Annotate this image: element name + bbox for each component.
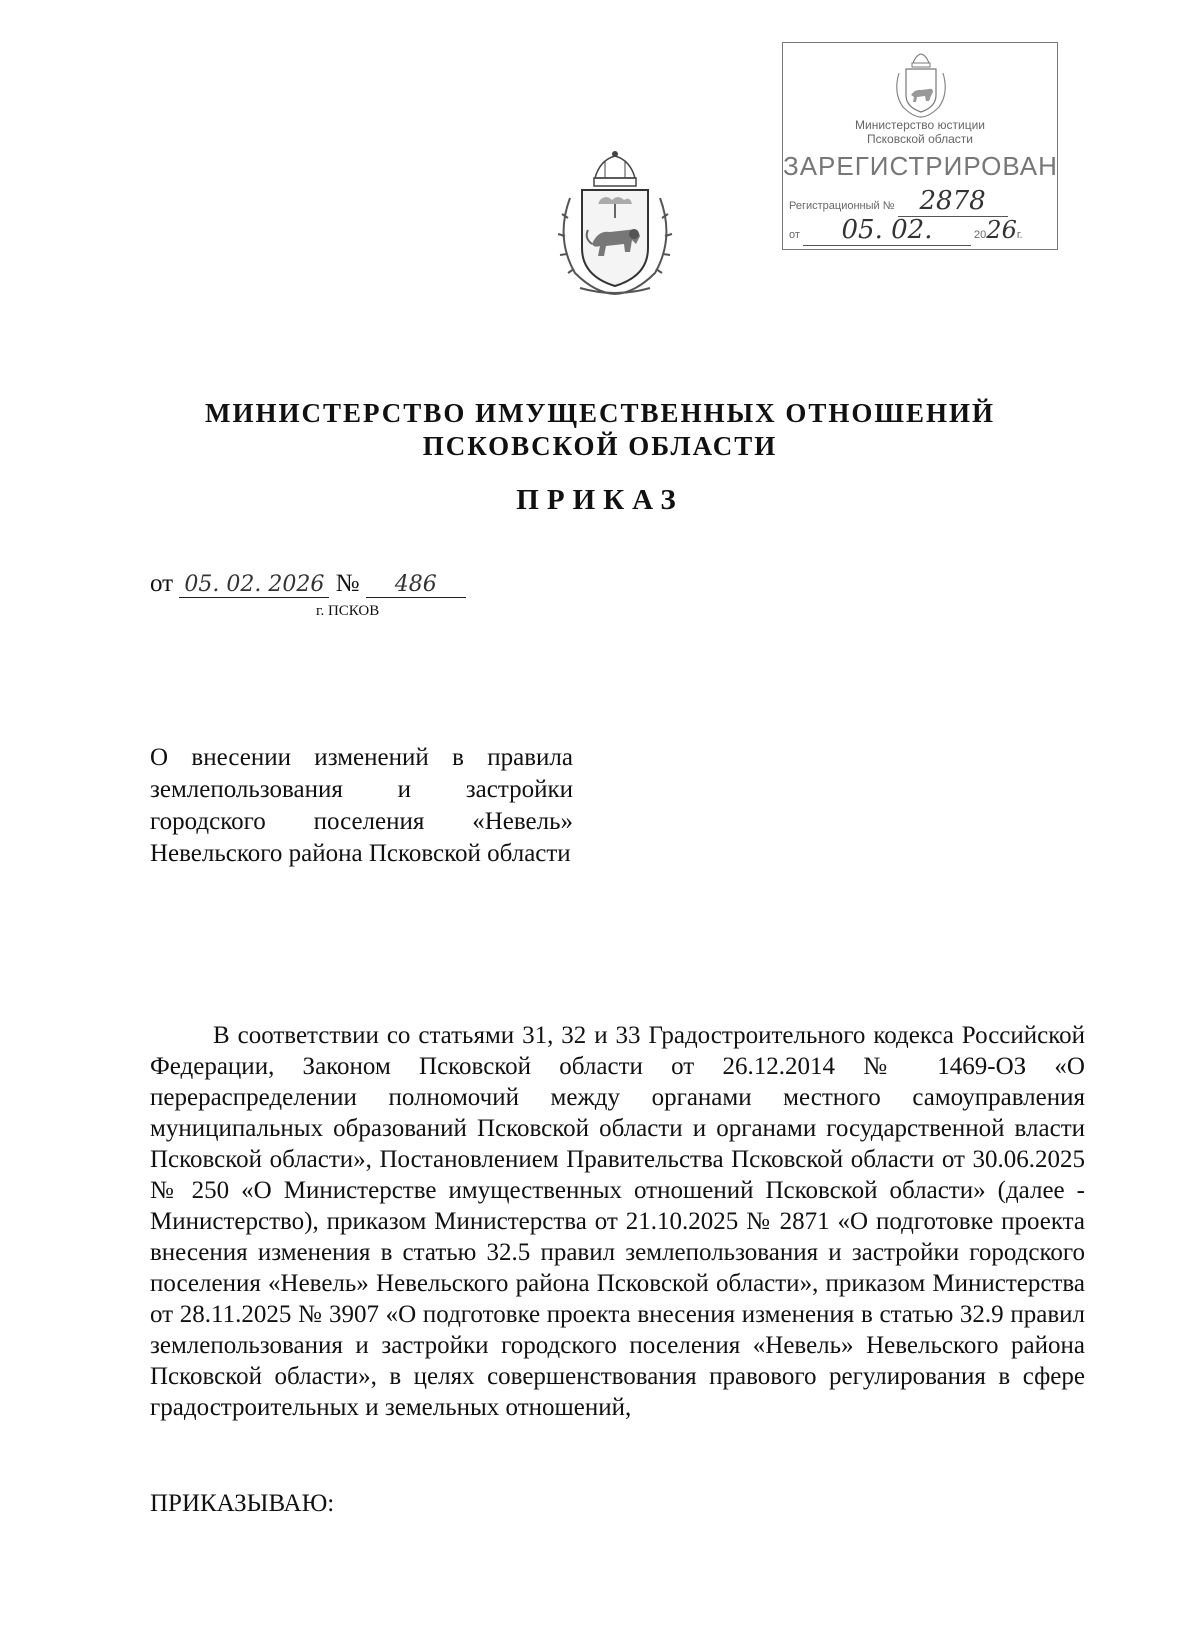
stamp-year-suffix: 26 xyxy=(986,216,1017,244)
stamp-coat-of-arms-icon xyxy=(891,51,951,119)
order-subject: О внесении изменений в правила землепользования и застройки городского поселения «Невель» Невельского района Псковской области xyxy=(150,744,573,867)
org-name-line1: МИНИСТЕРСТВО ИМУЩЕСТВЕННЫХ ОТНОШЕНИЙ xyxy=(204,398,996,428)
order-date: 05. 02. 2026 xyxy=(179,572,329,598)
order-city: г. ПСКОВ xyxy=(316,603,380,619)
stamp-date: 05. 02. xyxy=(841,215,933,245)
order-directive: ПРИКАЗЫВАЮ: xyxy=(150,1490,335,1517)
stamp-ministry-line2: Псковской области xyxy=(867,132,973,146)
stamp-date-row xyxy=(789,215,1023,246)
stamp-registered-label: ЗАРЕГИСТРИРОВАН xyxy=(783,151,1058,181)
order-number-prefix: № xyxy=(335,570,360,597)
document-type: ПРИКАЗ xyxy=(516,484,684,516)
stamp-year-prefix: 20 xyxy=(974,229,987,241)
registration-stamp xyxy=(782,42,1058,250)
stamp-reg-number-label: Регистрационный № xyxy=(789,200,895,212)
order-date-line xyxy=(150,570,466,598)
order-date-prefix: от xyxy=(150,570,174,597)
stamp-date-prefix: от xyxy=(789,229,800,241)
stamp-reg-number-row xyxy=(789,186,1008,217)
stamp-year-unit: г. xyxy=(1016,229,1023,241)
order-body-text: В соответствии со статьями 31, 32 и 33 Градостроительного кодекса Российской Федерации, Законом Псковской области от 26.12.2014 № 1469-ОЗ «О перераспределении полномочий между органами местного самоуправления муниципальных образований Псковской области и органами государственной власти Псковской области», Постановлением Правительства Псковской области от 30.06.2025 № 250 «О Министерстве имущественных отношений Псковской области» (далее - Министерство), приказом Министерства от 21.10.2025 № 2871 «О подготовке проекта внесения изменения в статью 32.5 правил землепользования и застройки городского поселения «Невель» Невельского района Псковской области», приказом Министерства от 28.11.2025 № 3907 «О подготовке проекта внесения изменения в статью 32.9 правил землепользования и застройки городского поселения «Невель» Невельского района Псковской области», в целях совершенствования правового регулирования в сфере градостроительных и земельных отношений, xyxy=(150,1022,1085,1421)
order-number: 486 xyxy=(366,572,466,598)
org-name-line2: ПСКОВСКОЙ ОБЛАСТИ xyxy=(422,431,778,461)
stamp-reg-number: 2878 xyxy=(919,186,986,216)
stamp-ministry-line1: Министерство юстиции xyxy=(855,118,985,132)
coat-of-arms-icon xyxy=(550,148,680,298)
